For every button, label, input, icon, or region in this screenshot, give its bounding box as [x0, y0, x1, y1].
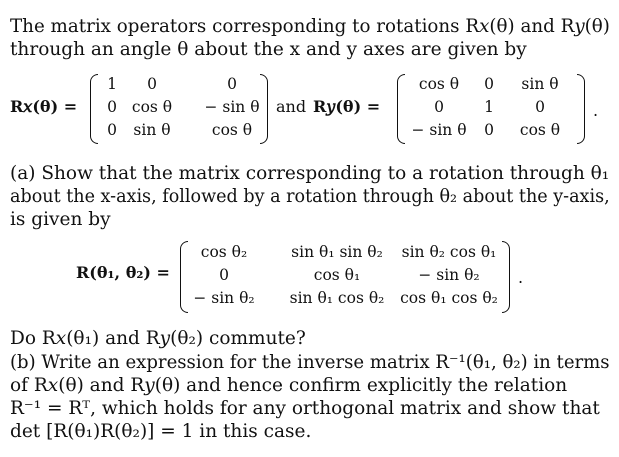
ry-matrix	[397, 74, 585, 144]
rx-cell-22: cos θ	[211, 121, 253, 139]
intro-line-1: The matrix operators corresponding to rotations R𝑥(θ) and R𝑦(θ)	[10, 16, 610, 37]
part-a-line-1: (a) Show that the matrix corresponding to a rotation through θ₁	[10, 163, 610, 184]
r12-cell-11: cos θ₁	[313, 266, 361, 284]
r12-cell-01: sin θ₁ sin θ₂	[291, 243, 383, 261]
r12-matrix	[180, 241, 510, 313]
r12-cell-00: cos θ₂	[200, 243, 248, 261]
r12-cell-21: sin θ₁ cos θ₂	[289, 289, 385, 307]
r12-period: .	[518, 268, 524, 287]
r12-cell-22: cos θ₁ cos θ₂	[400, 289, 498, 307]
rx-cell-12: − sin θ	[204, 98, 260, 116]
rx-matrix	[90, 74, 268, 144]
ry-cell-20: − sin θ	[411, 121, 467, 139]
commute-question: Do R𝑥(θ₁) and R𝑦(θ₂) commute?	[10, 328, 306, 349]
rx-cell-01: 0	[147, 75, 157, 93]
ry-cell-01: 0	[484, 75, 494, 93]
rx-label: R𝑥(θ) =	[10, 97, 78, 116]
ry-cell-00: cos θ	[418, 75, 460, 93]
ry-label: R𝑦(θ) =	[313, 97, 381, 116]
rx-cell-02: 0	[227, 75, 237, 93]
rx-cell-10: 0	[107, 98, 117, 116]
r12-cell-02: sin θ₂ cos θ₁	[401, 243, 497, 261]
r12-cell-10: 0	[219, 266, 229, 284]
ry-cell-12: 0	[535, 98, 545, 116]
and-text: and	[276, 97, 307, 116]
rx-cell-20: 0	[107, 121, 117, 139]
r12-label: R(θ₁, θ₂) =	[76, 263, 170, 282]
ry-period: .	[593, 101, 599, 120]
part-b-line-2: of R𝑥(θ) and R𝑦(θ) and hence confirm explicitly the relation	[10, 375, 568, 396]
rx-cell-21: sin θ	[133, 121, 171, 139]
part-b-line-3: R⁻¹ = Rᵀ, which holds for any orthogonal matrix and show that	[10, 398, 600, 419]
intro-line-2: through an angle θ about the x and y axes are given by	[10, 39, 527, 60]
rx-cell-11: cos θ	[131, 98, 173, 116]
ry-cell-10: 0	[434, 98, 444, 116]
ry-cell-21: 0	[484, 121, 494, 139]
part-b-line-4: det [R(θ₁)R(θ₂)] = 1 in this case.	[10, 421, 312, 442]
ry-cell-22: cos θ	[519, 121, 561, 139]
part-a-line-3: is given by	[10, 209, 111, 230]
ry-cell-11: 1	[484, 98, 494, 116]
part-a-line-2: about the x-axis, followed by a rotation through θ₂ about the y-axis,	[10, 186, 610, 207]
ry-cell-02: sin θ	[521, 75, 559, 93]
r12-cell-12: − sin θ₂	[418, 266, 480, 284]
rx-cell-00: 1	[107, 75, 117, 93]
r12-cell-20: − sin θ₂	[193, 289, 255, 307]
part-b-line-1: (b) Write an expression for the inverse matrix R⁻¹(θ₁, θ₂) in terms	[10, 352, 610, 373]
